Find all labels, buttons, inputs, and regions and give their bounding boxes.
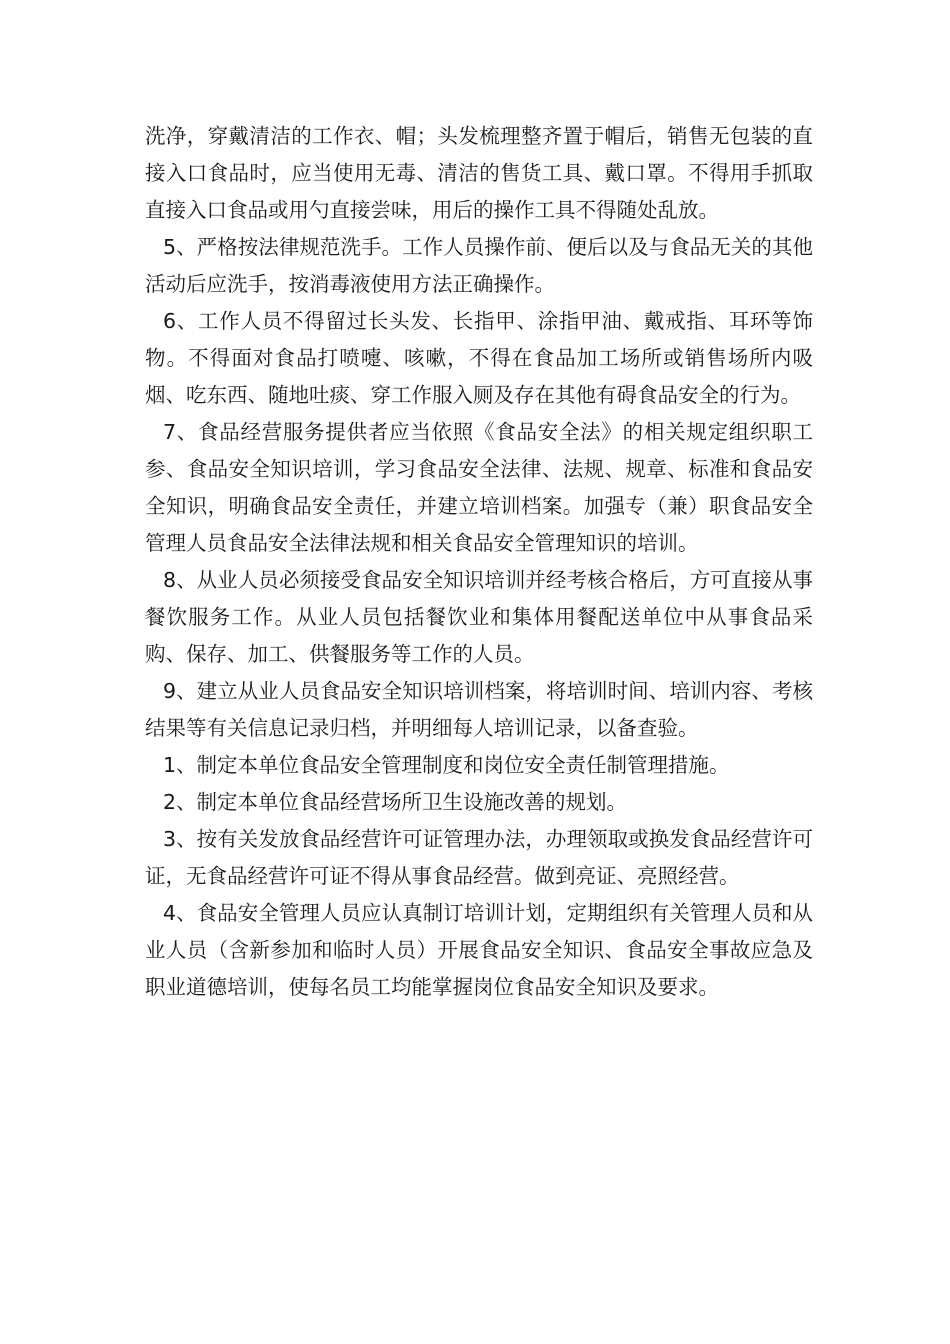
paragraph-item-2: 2、制定本单位食品经营场所卫生设施改善的规划。 xyxy=(163,790,628,814)
paragraph-item-3: 3、按有关发放食品经营许可证管理办法，办理领取或换发食品经营许可证，无食品经营许可证不得从事食品经营。做到亮证、亮照经营。 xyxy=(145,827,813,888)
paragraph-item-4: 4、食品安全管理人员应认真制订培训计划，定期组织有关管理人员和从业人员（含新参加和临时人员）开展食品安全知识、食品安全事故应急及职业道德培训，使每名员工均能掌握岗位食品安全知识及要求。 xyxy=(145,901,813,999)
paragraph-continued: 洗净，穿戴清洁的工作衣、帽；头发梳理整齐置于帽后，销售无包装的直接入口食品时，应当使用无毒、清洁的售货工具、戴口罩。不得用手抓取直接入口食品或用勺直接尝味，用后的操作工具不得随处乱放。 xyxy=(145,124,813,222)
paragraph-item-8: 8、从业人员必须接受食品安全知识培训并经考核合格后，方可直接从事餐饮服务工作。从业人员包括餐饮业和集体用餐配送单位中从事食品采购、保存、加工、供餐服务等工作的人员。 xyxy=(145,568,813,666)
paragraph-item-5: 5、严格按法律规范洗手。工作人员操作前、便后以及与食品无关的其他活动后应洗手，按消毒液使用方法正确操作。 xyxy=(145,235,813,296)
document-body xyxy=(145,118,813,1006)
paragraph-item-6: 6、工作人员不得留过长头发、长指甲、涂指甲油、戴戒指、耳环等饰物。不得面对食品打喷嚏、咳嗽，不得在食品加工场所或销售场所内吸烟、吃东西、随地吐痰、穿工作服入厕及存在其他有碍食品安全的行为。 xyxy=(145,309,813,407)
paragraph-item-9: 9、建立从业人员食品安全知识培训档案，将培训时间、培训内容、考核结果等有关信息记录归档，并明细每人培训记录，以备查验。 xyxy=(145,679,813,740)
paragraph-item-1: 1、制定本单位食品安全管理制度和岗位安全责任制管理措施。 xyxy=(163,753,730,777)
paragraph-item-7: 7、食品经营服务提供者应当依照《食品安全法》的相关规定组织职工参、食品安全知识培训，学习食品安全法律、法规、规章、标准和食品安全知识，明确食品安全责任，并建立培训档案。加强专（兼）职食品安全管理人员食品安全法律法规和相关食品安全管理知识的培训。 xyxy=(145,420,813,555)
